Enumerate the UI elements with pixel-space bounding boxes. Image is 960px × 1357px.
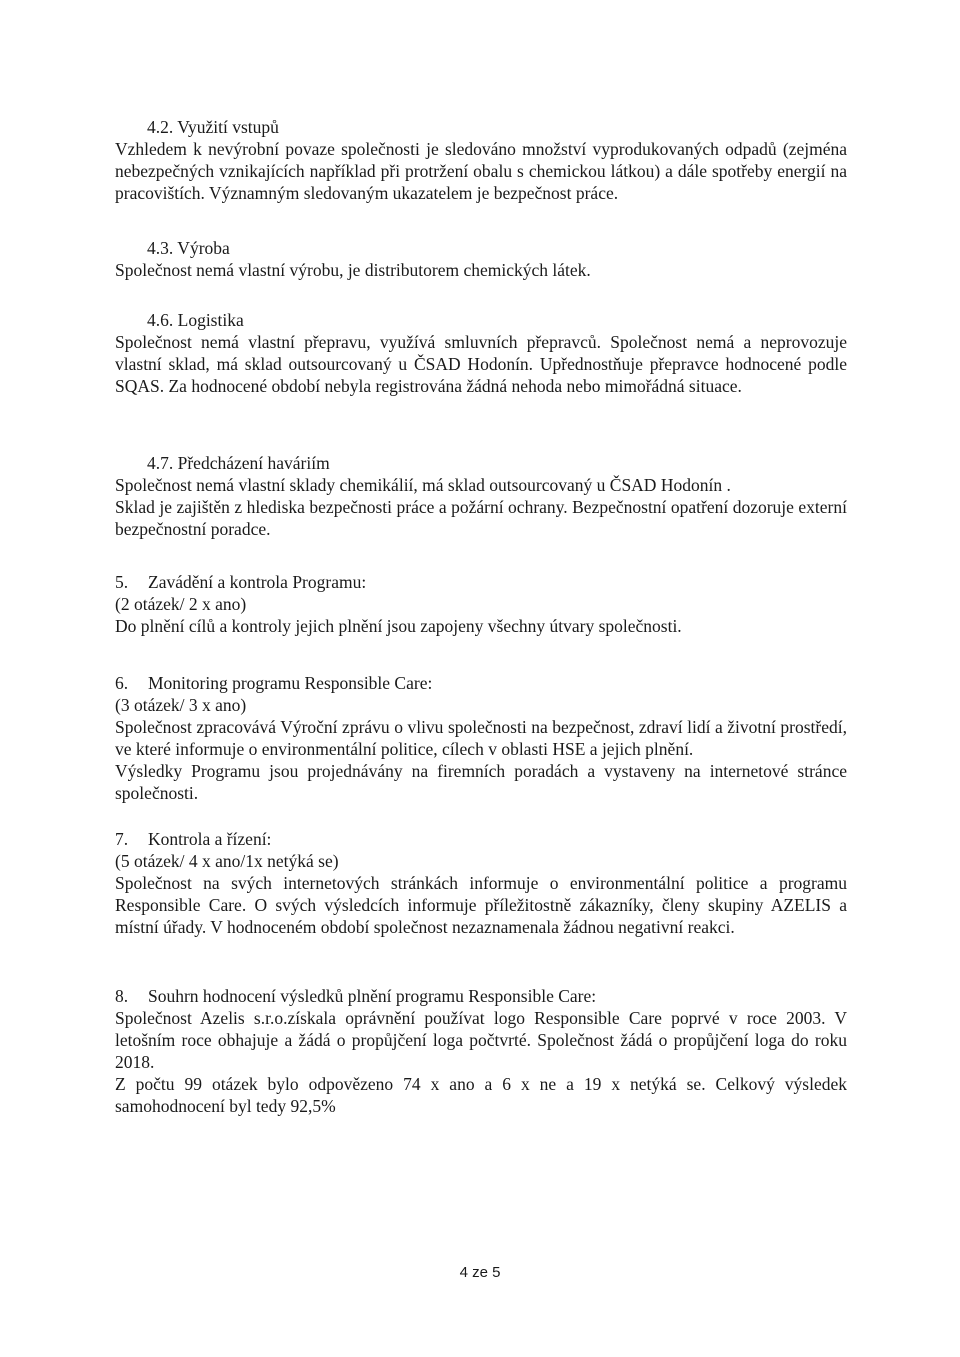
section-7 — [115, 828, 847, 938]
section-title-text: Kontrola a řízení: — [148, 829, 272, 849]
question-count: (5 otázek/ 4 x ano/1x netýká se) — [115, 851, 339, 871]
section-6 — [115, 672, 847, 804]
section-number: 5. — [115, 572, 129, 592]
section-title — [115, 985, 847, 1007]
section-number: 8. — [115, 986, 129, 1006]
paragraph: Do plnění cílů a kontroly jejich plnění jsou zapojeny všechny útvary společnosti. — [115, 616, 682, 636]
section-title — [115, 828, 847, 850]
paragraph: Sklad je zajištěn z hlediska bezpečnosti práce a požární ochrany. Bezpečnostní opatření dozoruje externí bezpečnostní poradce. — [115, 497, 847, 539]
section-8 — [115, 985, 847, 1117]
paragraph: Výsledky Programu jsou projednávány na firemních poradách a vystaveny na internetové stránce společnosti. — [115, 761, 847, 803]
paragraph: Společnost nemá vlastní výrobu, je distributorem chemických látek. — [115, 260, 591, 280]
section-4-2 — [115, 116, 847, 204]
section-title-text: Souhrn hodnocení výsledků plnění programu Responsible Care: — [148, 986, 597, 1006]
page-number: 4 ze 5 — [459, 1264, 501, 1281]
paragraph: Společnost zpracovává Výroční zprávu o vlivu společnosti na bezpečnost, zdraví lidí a životní prostředí, ve které informuje o environmentální politice, cílech v oblasti HSE a jejich plnění. — [115, 717, 847, 759]
paragraph: Společnost na svých internetových stránkách informuje o environmentální politice a programu Responsible Care. O svých výsledcích informuje příležitostně zákazníky, členy skupiny AZELIS a místní úřady. V hodnoceném období společnost nezaznamenala žádnou negativní reakci. — [115, 873, 847, 937]
paragraph: Společnost Azelis s.r.o.získala oprávnění používat logo Responsible Care poprvé v roce 2003. V letošním roce obhajuje a žádá o propůjčení loga počtvrté. Společnost žádá o propůjčení loga do roku 2018. — [115, 1008, 847, 1072]
section-title-text: Zavádění a kontrola Programu: — [148, 572, 367, 592]
paragraph: Vzhledem k nevýrobní povaze společnosti je sledováno množství vyprodukovaných odpadů (zejména nebezpečných vznikajících například při protržení obalu s chemickou látkou) a dále spotřeby energií na pracovištích. Významným sledovaným ukazatelem je bezpečnost práce. — [115, 139, 847, 203]
section-heading: 4.3. Výroba — [147, 238, 230, 258]
section-4-7 — [115, 452, 847, 540]
section-heading: 4.2. Využití vstupů — [147, 117, 279, 137]
section-number: 7. — [115, 829, 129, 849]
section-heading: 4.6. Logistika — [147, 310, 244, 330]
section-heading: 4.7. Předcházení haváriím — [147, 453, 330, 473]
section-4-6 — [115, 309, 847, 397]
section-title — [115, 672, 847, 694]
section-4-3 — [115, 237, 847, 281]
question-count: (2 otázek/ 2 x ano) — [115, 594, 247, 614]
section-5 — [115, 571, 847, 637]
question-count: (3 otázek/ 3 x ano) — [115, 695, 247, 715]
section-title-text: Monitoring programu Responsible Care: — [148, 673, 433, 693]
section-number: 6. — [115, 673, 129, 693]
paragraph: Společnost nemá vlastní sklady chemikálií, má sklad outsourcovaný u ČSAD Hodonín . — [115, 475, 731, 495]
section-title — [115, 571, 847, 593]
paragraph: Společnost nemá vlastní přepravu, využívá smluvních přepravců. Společnost nemá a neprovozuje vlastní sklad, má sklad outsourcovaný u ČSAD Hodonín. Upřednostňuje přepravce hodnocené podle SQAS. Za hodnocené období nebyla registrována žádná nehoda nebo mimořádná situace. — [115, 332, 847, 396]
paragraph: Z počtu 99 otázek bylo odpovězeno 74 x ano a 6 x ne a 19 x netýká se. Celkový výsledek samohodnocení byl tedy 92,5% — [115, 1074, 847, 1116]
